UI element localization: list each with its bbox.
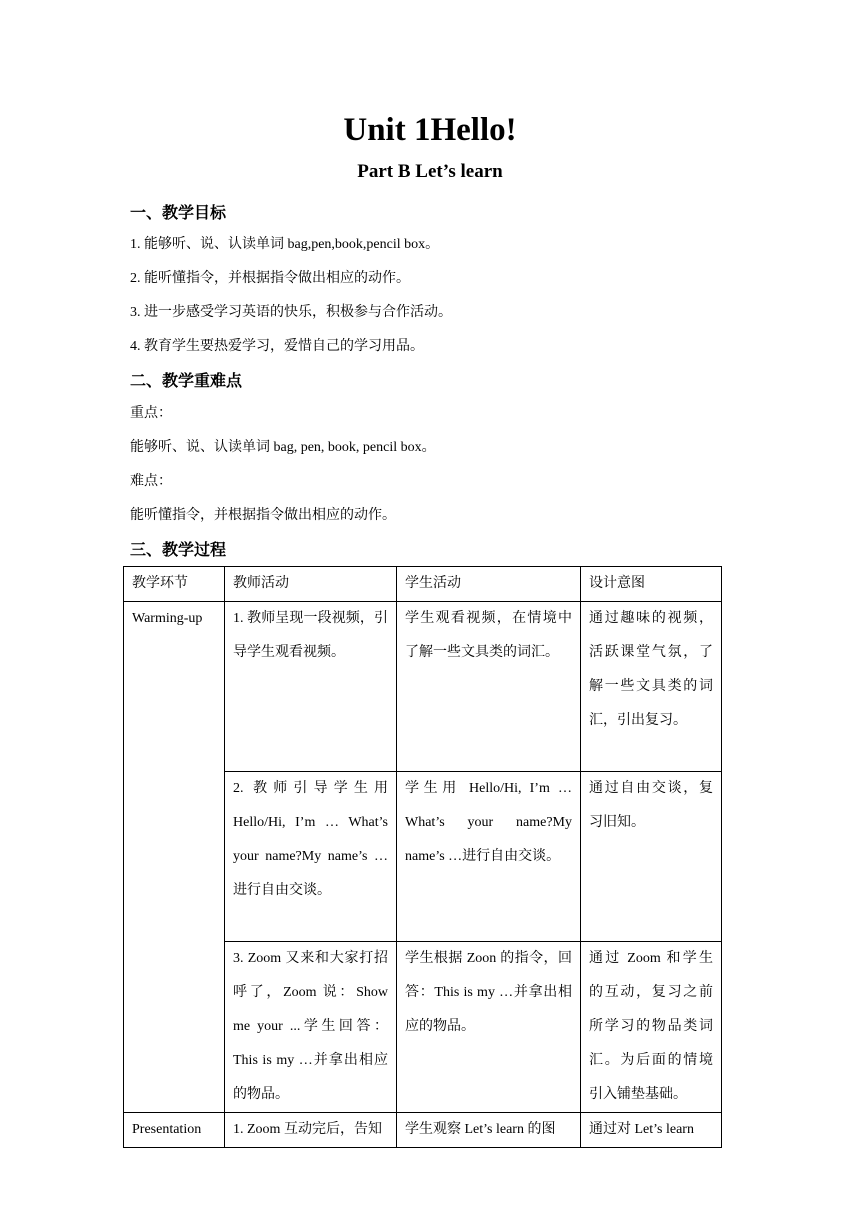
table-header-cell: 学生活动 <box>397 567 581 602</box>
stage-cell: Presentation <box>124 1113 225 1148</box>
teacher-activity-cell: 1. Zoom 互动完后，告知 <box>225 1113 397 1148</box>
design-intent-cell: 通过对 Let’s learn <box>581 1113 722 1148</box>
design-intent-cell: 通过自由交谈，复习旧知。 <box>581 772 722 942</box>
key-point-text: 能够听、说、认读单词 bag, pen, book, pencil box。 <box>130 440 436 455</box>
teaching-process-table <box>123 566 722 1148</box>
section-heading-process: 三、教学过程 <box>130 540 227 559</box>
section-heading-key-points: 二、教学重难点 <box>130 371 243 390</box>
objective-item: 3. 进一步感受学习英语的快乐，积极参与合作活动。 <box>130 305 452 320</box>
objective-item: 4. 教育学生要热爱学习，爱惜自己的学习用品。 <box>130 339 424 354</box>
table-row <box>124 1113 722 1148</box>
design-intent-cell: 通过 Zoom 和学生的互动，复习之前所学习的物品类词汇。为后面的情境引入铺垫基础。 <box>581 942 722 1113</box>
key-point-label: 重点： <box>130 406 172 421</box>
difficult-point-text: 能听懂指令，并根据指令做出相应的动作。 <box>130 508 396 523</box>
student-activity-cell: 学生用 Hello/Hi, I’m … What’s your name?My name’s …进行自由交谈。 <box>397 772 581 942</box>
teacher-activity-cell: 2. 教师引导学生用 Hello/Hi, I’m … What’s your name?My name’s …进行自由交谈。 <box>225 772 397 942</box>
table-row <box>124 602 722 772</box>
stage-cell: Warming-up <box>124 602 225 1113</box>
teacher-activity-cell: 1. 教师呈现一段视频，引导学生观看视频。 <box>225 602 397 772</box>
difficult-point-label: 难点： <box>130 474 172 489</box>
document-title: Unit 1Hello! <box>343 112 517 148</box>
design-intent-cell: 通过趣味的视频，活跃课堂气氛，了解一些文具类的词汇，引出复习。 <box>581 602 722 772</box>
student-activity-cell: 学生根据 Zoon 的指令，回答：This is my …并拿出相应的物品。 <box>397 942 581 1113</box>
table-header-cell: 教师活动 <box>225 567 397 602</box>
teacher-activity-cell: 3. Zoom 又来和大家打招呼了，Zoom 说：Show me your ...学生回答：This is my …并拿出相应的物品。 <box>225 942 397 1113</box>
student-activity-cell: 学生观察 Let’s learn 的图 <box>397 1113 581 1148</box>
objective-item: 1. 能够听、说、认读单词 bag,pen,book,pencil box。 <box>130 237 440 252</box>
table-header-row <box>124 567 722 602</box>
document-subtitle: Part B Let’s learn <box>357 161 503 182</box>
student-activity-cell: 学生观看视频，在情境中了解一些文具类的词汇。 <box>397 602 581 772</box>
table-header-cell: 设计意图 <box>581 567 722 602</box>
objective-item: 2. 能听懂指令，并根据指令做出相应的动作。 <box>130 271 410 286</box>
section-heading-objectives: 一、教学目标 <box>130 203 227 222</box>
table-header-cell: 教学环节 <box>124 567 225 602</box>
